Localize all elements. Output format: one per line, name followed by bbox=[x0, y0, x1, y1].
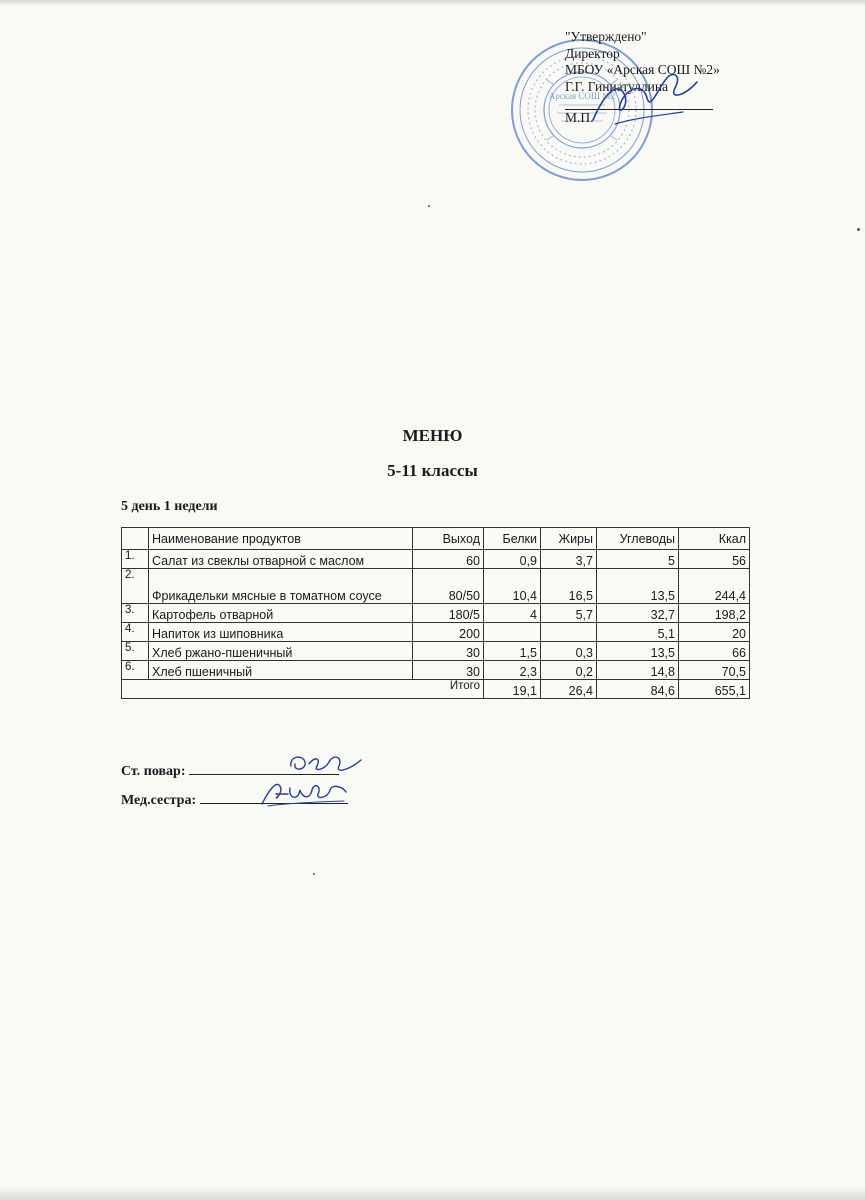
row-kcal: 20 bbox=[679, 623, 750, 642]
row-index: 1. bbox=[122, 550, 149, 569]
row-carbs: 5 bbox=[597, 550, 679, 569]
row-fat: 3,7 bbox=[541, 550, 597, 569]
total-protein: 19,1 bbox=[484, 680, 541, 699]
scan-speck bbox=[428, 205, 430, 207]
row-name: Напиток из шиповника bbox=[149, 623, 413, 642]
row-protein: 1,5 bbox=[484, 642, 541, 661]
document-title: МЕНЮ bbox=[402, 426, 463, 445]
row-fat: 0,3 bbox=[541, 642, 597, 661]
approval-organization: МБОУ «Арская СОШ №2» bbox=[565, 62, 720, 77]
row-protein bbox=[484, 623, 541, 642]
row-index: 2. bbox=[122, 569, 149, 604]
cook-signature bbox=[285, 748, 365, 778]
row-protein: 2,3 bbox=[484, 661, 541, 680]
total-label: Итого bbox=[122, 680, 484, 699]
row-name: Фрикадельки мясные в томатном соусе bbox=[149, 569, 413, 604]
row-kcal: 56 bbox=[679, 550, 750, 569]
row-kcal: 198,2 bbox=[679, 604, 750, 623]
row-protein: 0,9 bbox=[484, 550, 541, 569]
row-fat: 5,7 bbox=[541, 604, 597, 623]
table-row bbox=[122, 604, 750, 623]
scan-speck bbox=[857, 228, 860, 231]
menu-table bbox=[121, 527, 750, 699]
row-protein: 4 bbox=[484, 604, 541, 623]
row-carbs: 13,5 bbox=[597, 642, 679, 661]
row-carbs: 14,8 bbox=[597, 661, 679, 680]
table-header-row bbox=[122, 528, 750, 550]
stamp-text: Арская СОШ №2 bbox=[548, 91, 616, 101]
row-output: 60 bbox=[413, 550, 484, 569]
day-label: 5 день 1 недели bbox=[121, 499, 218, 514]
table-row bbox=[122, 661, 750, 680]
approval-director-name: Г.Г. Гиниатуллина bbox=[565, 78, 669, 94]
header-carbs: Углеводы bbox=[597, 528, 679, 550]
row-carbs: 13,5 bbox=[597, 569, 679, 604]
header-index bbox=[122, 528, 149, 550]
scan-edge-top bbox=[0, 0, 865, 6]
director-signature bbox=[585, 62, 705, 132]
row-kcal: 66 bbox=[679, 642, 750, 661]
row-fat: 0,2 bbox=[541, 661, 597, 680]
nurse-signature bbox=[258, 776, 348, 808]
approval-label: "Утверждено" bbox=[565, 29, 647, 44]
row-name: Хлеб ржано-пшеничный bbox=[149, 642, 413, 661]
total-row bbox=[122, 680, 750, 699]
row-index: 4. bbox=[122, 623, 149, 642]
cook-label: Ст. повар: bbox=[121, 764, 186, 779]
row-index: 6. bbox=[122, 661, 149, 680]
row-index: 3. bbox=[122, 604, 149, 623]
nurse-label: Мед.сестра: bbox=[121, 793, 197, 808]
table-row bbox=[122, 550, 750, 569]
approval-seal-label: М.П. bbox=[565, 110, 594, 125]
row-carbs: 5,1 bbox=[597, 623, 679, 642]
header-name: Наименование продуктов bbox=[149, 528, 413, 550]
row-output: 180/5 bbox=[413, 604, 484, 623]
scan-speck bbox=[313, 873, 315, 875]
row-name: Картофель отварной bbox=[149, 604, 413, 623]
row-output: 30 bbox=[413, 661, 484, 680]
scan-edge-bottom bbox=[0, 1186, 865, 1200]
row-kcal: 70,5 bbox=[679, 661, 750, 680]
row-output: 80/50 bbox=[413, 569, 484, 604]
row-name: Хлеб пшеничный bbox=[149, 661, 413, 680]
row-output: 30 bbox=[413, 642, 484, 661]
header-output: Выход bbox=[413, 528, 484, 550]
row-protein: 10,4 bbox=[484, 569, 541, 604]
header-protein: Белки bbox=[484, 528, 541, 550]
total-kcal: 655,1 bbox=[679, 680, 750, 699]
total-carbs: 84,6 bbox=[597, 680, 679, 699]
header-kcal: Ккал bbox=[679, 528, 750, 550]
row-output: 200 bbox=[413, 623, 484, 642]
row-kcal: 244,4 bbox=[679, 569, 750, 604]
approval-position: Директор bbox=[565, 45, 620, 61]
row-fat: 16,5 bbox=[541, 569, 597, 604]
total-fat: 26,4 bbox=[541, 680, 597, 699]
row-name: Салат из свеклы отварной с маслом bbox=[149, 550, 413, 569]
header-fat: Жиры bbox=[541, 528, 597, 550]
table-row bbox=[122, 623, 750, 642]
row-carbs: 32,7 bbox=[597, 604, 679, 623]
document-subtitle: 5-11 классы bbox=[387, 461, 478, 480]
row-index: 5. bbox=[122, 642, 149, 661]
table-row bbox=[122, 569, 750, 604]
row-fat bbox=[541, 623, 597, 642]
table-row bbox=[122, 642, 750, 661]
